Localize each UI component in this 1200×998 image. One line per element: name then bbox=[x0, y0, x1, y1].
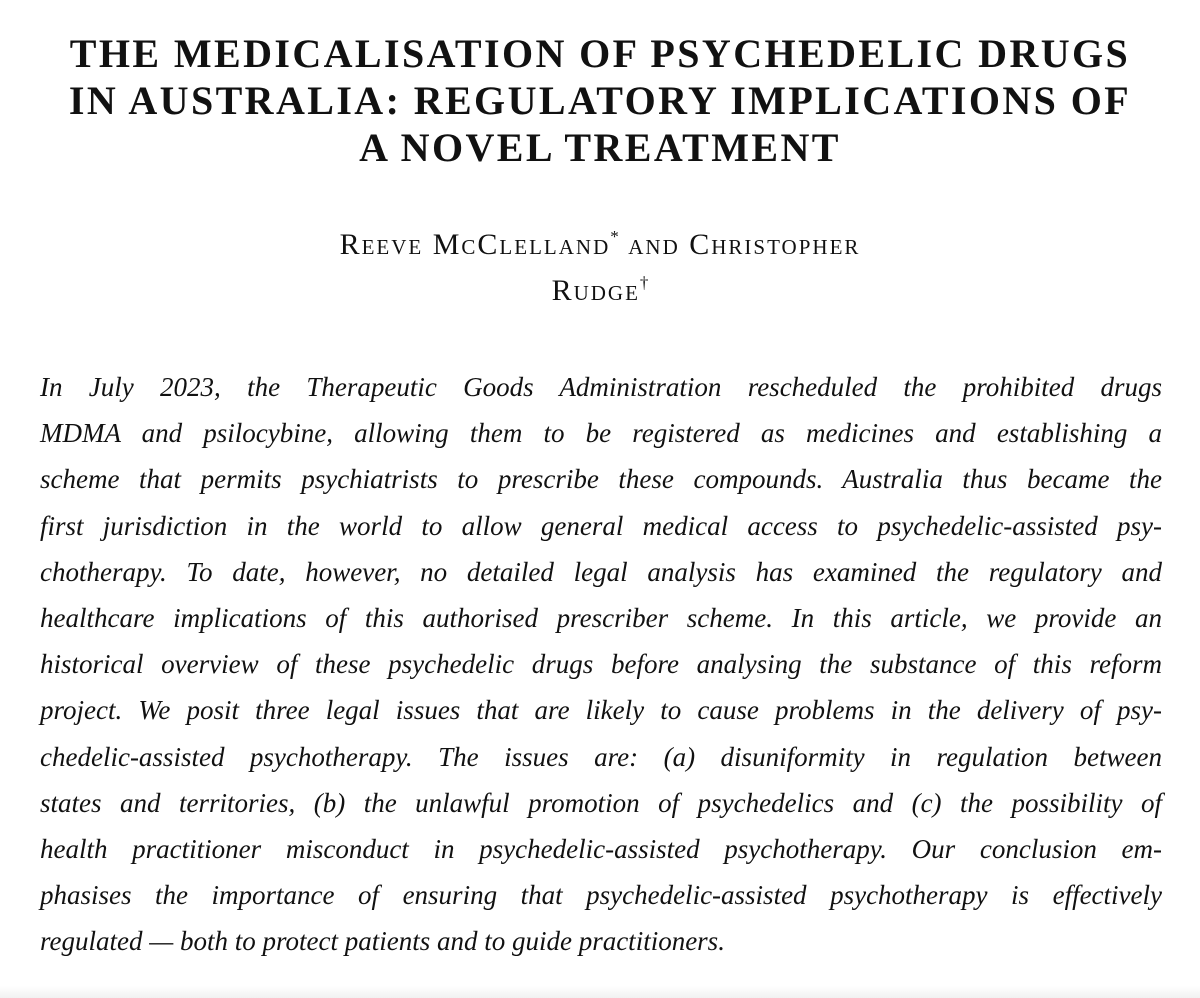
abstract-line: health practitioner misconduct in psychedelic-assisted psychotherapy. Our conclusion em- bbox=[40, 833, 1162, 864]
abstract-line: healthcare implications of this authorised prescriber scheme. In this article, we provide an bbox=[40, 602, 1162, 633]
abstract-line: historical overview of these psychedelic drugs before analysing the substance of this reform bbox=[40, 649, 1162, 680]
author-line bbox=[40, 222, 1160, 268]
footnote-mark: * bbox=[610, 227, 619, 246]
abstract-line: MDMA and psilocybine, allowing them to be registered as medicines and establishing a bbox=[40, 418, 1162, 449]
abstract-line: chotherapy. To date, however, no detailed legal analysis has examined the regulatory and bbox=[40, 556, 1162, 587]
abstract bbox=[40, 364, 1162, 964]
abstract-line: scheme that permits psychiatrists to prescribe these compounds. Australia thus became the bbox=[40, 464, 1162, 495]
page-bottom-shadow bbox=[0, 986, 1200, 998]
author-name: Reeve McClelland bbox=[339, 228, 611, 261]
author-byline bbox=[40, 222, 1160, 314]
abstract-line: In July 2023, the Therapeutic Goods Administration rescheduled the prohibited drugs bbox=[40, 372, 1162, 402]
author-name: Rudge bbox=[551, 274, 640, 307]
abstract-line: project. We posit three legal issues that are likely to cause problems in the delivery of psy- bbox=[40, 695, 1162, 726]
footnote-mark: † bbox=[639, 273, 649, 292]
title-line: A NOVEL TREATMENT bbox=[359, 125, 841, 170]
abstract-line: regulated — both to protect patients and to guide practitioners. bbox=[40, 926, 725, 957]
abstract-line: first jurisdiction in the world to allow general medical access to psychedelic-assisted psy- bbox=[40, 510, 1162, 541]
author-connector: and bbox=[628, 228, 680, 261]
abstract-line: states and territories, (b) the unlawful promotion of psychedelics and (c) the possibility of bbox=[40, 787, 1162, 818]
abstract-line: chedelic-assisted psychotherapy. The issues are: (a) disuniformity in regulation between bbox=[40, 741, 1162, 772]
title-line: THE MEDICALISATION OF PSYCHEDELIC DRUGS bbox=[69, 31, 1131, 76]
abstract-line: phasises the importance of ensuring that psychedelic-assisted psychotherapy is effectively bbox=[40, 880, 1162, 911]
author-line bbox=[40, 268, 1160, 314]
title-line: IN AUSTRALIA: REGULATORY IMPLICATIONS OF bbox=[68, 78, 1132, 123]
author-name: Christopher bbox=[689, 228, 861, 261]
paper-title bbox=[40, 30, 1160, 171]
